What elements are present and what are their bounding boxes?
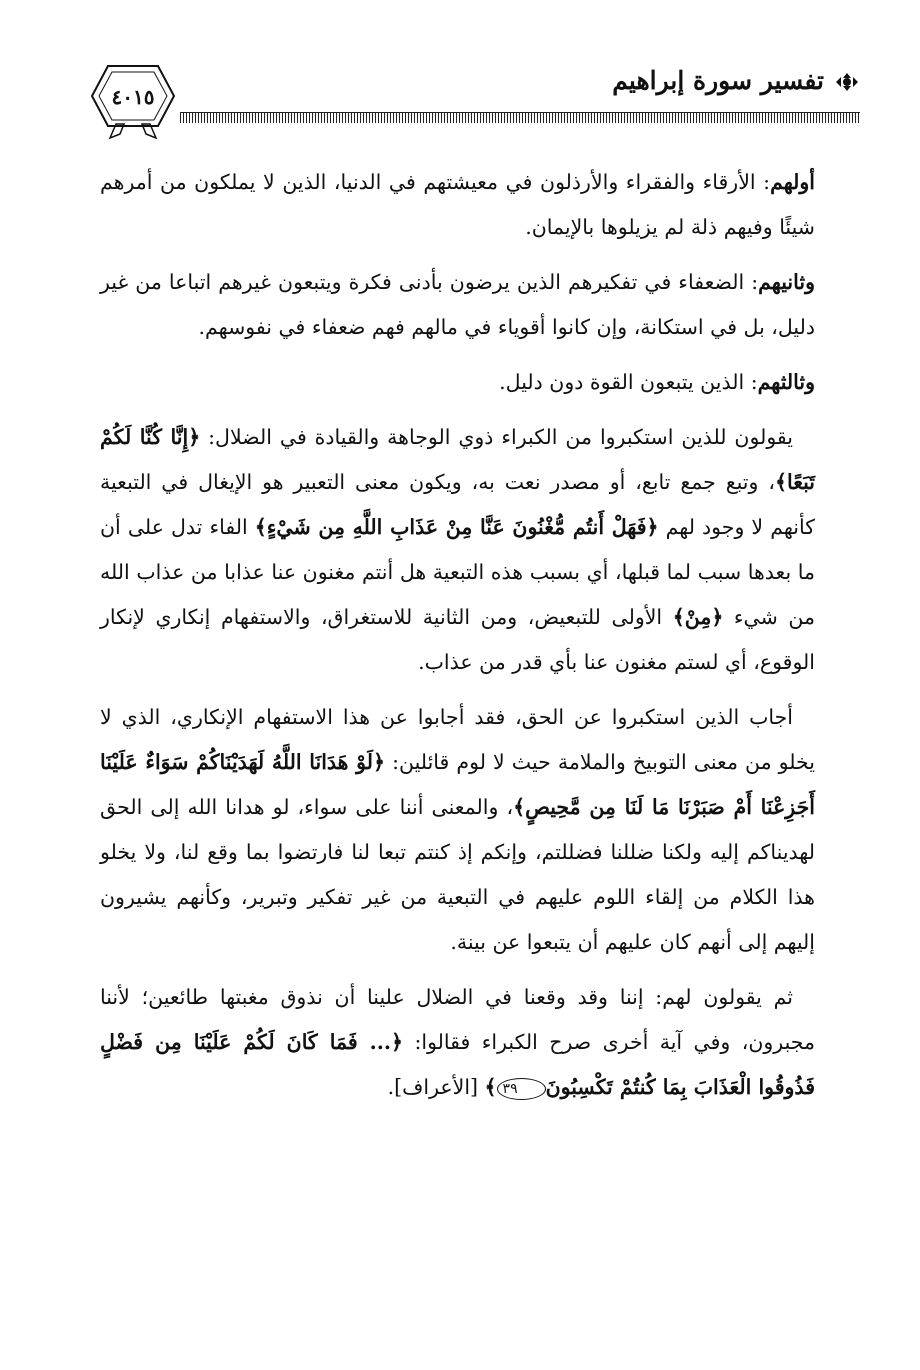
quran-quote: ﴿إِنَّا كُنَّا لَكُمْ تَبَعًا﴾	[100, 425, 815, 494]
page-number-badge	[90, 58, 176, 142]
paragraph-arrogant-reply	[100, 695, 815, 965]
paragraph-text: أجاب الذين استكبروا عن الحق، فقد أجابوا عن هذا الاستفهام الإنكاري، الذي لا يخلو من معنى التوبيخ والملامة حيث لا لوم قائلين:	[100, 705, 815, 774]
paragraph-text: ، وتبع جمع تابع، أو مصدر نعت به، ويكون معنى التعبير هو الإيغال في التبعية كأنهم لا وجود لهم	[100, 470, 815, 539]
paragraph-conclusion	[100, 975, 815, 1110]
paragraph-text: الأولى للتبعيض، ومن الثانية للاستغراق، والاستفهام إنكاري لإنكار الوقوع، أي لستم مغنون عنا بأي قدر من عذاب.	[100, 605, 815, 674]
paragraph-second-group	[100, 260, 815, 350]
paragraph-lead: وثانيهم	[758, 270, 815, 294]
ayah-number: ٣٩	[497, 1078, 546, 1100]
paragraph-text: : الذين يتبعون القوة دون دليل.	[499, 370, 758, 394]
quran-quote: ﴾	[484, 1075, 497, 1099]
page-number: ٤٠١٥	[111, 85, 155, 109]
flower-ornament-icon	[834, 72, 860, 92]
paragraph-text: : الأرقاء والفقراء والأرذلون في معيشتهم في الدنيا، الذين لا يملكون من أمرهم شيئًا وفيهم ذلة لم يزيلوها بالإيمان.	[100, 170, 815, 239]
header-rule	[180, 112, 860, 123]
paragraph-text: ، والمعنى أننا على سواء، لو هدانا الله إلى الحق لهديناكم إليه ولكنا ضللنا فضللتم، وإنكم إذ كنتم تبعا لنا فارتضوا بما وقع لنا، ولا يخلو هذا الكلام من إلقاء اللوم عليهم في التبعية من غير تفكير وتبرير، وكأنهم يشيرون إليهم إلى أنهم كان عليهم أن يتبعوا عن بينة.	[100, 795, 815, 954]
paragraph-lead: أولهم	[770, 170, 815, 194]
page-content	[100, 160, 815, 1120]
paragraph-third-group	[100, 360, 815, 405]
paragraph-lead: وثالثهم	[757, 370, 815, 394]
paragraph-text: ثم يقولون لهم: إننا وقد وقعنا في الضلال علينا أن نذوق مغبتها طائعين؛ لأننا مجبرون، وفي آية أخرى صرح الكبراء فقالوا:	[100, 985, 815, 1054]
paragraph-text: : الضعفاء في تفكيرهم الذين يرضون بأدنى فكرة ويتبعون غيرهم اتباعا من غير دليل، بل في استكانة، وإن كانوا أقوياء في مالهم فهم ضعفاء في نفوسهم.	[100, 270, 815, 339]
paragraph-text: [الأعراف].	[387, 1075, 485, 1099]
quran-quote: ﴿مِنْ﴾	[672, 605, 724, 629]
paragraph-first-group	[100, 160, 815, 250]
chapter-title: تفسير سورة إبراهيم	[612, 66, 824, 95]
paragraph-followers-speech	[100, 415, 815, 685]
paragraph-text: الفاء تدل على أن ما بعدها سبب لما قبلها، أي بسبب هذه التبعية هل أنتم مغنون عنا عذابا من عذاب الله من شيء	[100, 515, 815, 629]
page-header	[90, 58, 860, 142]
paragraph-text: يقولون للذين استكبروا من الكبراء ذوي الوجاهة والقيادة في الضلال:	[200, 425, 793, 449]
quran-quote: ﴿... فَمَا كَانَ لَكُمْ عَلَيْنَا مِن فَضْلٍ فَذُوقُوا الْعَذَابَ بِمَا كُنتُمْ تَكْسِبُونَ	[100, 1030, 815, 1099]
quran-quote: ﴿فَهَلْ أَنتُم مُّغْنُونَ عَنَّا مِنْ عَذَابِ اللَّهِ مِن شَيْءٍ﴾	[254, 515, 659, 539]
quran-quote: ﴿لَوْ هَدَانَا اللَّهُ لَهَدَيْنَاكُمْ سَوَاءٌ عَلَيْنَا أَجَزِعْنَا أَمْ صَبَرْنَا مَا لَنَا مِن مَّحِيصٍ﴾	[100, 750, 815, 819]
